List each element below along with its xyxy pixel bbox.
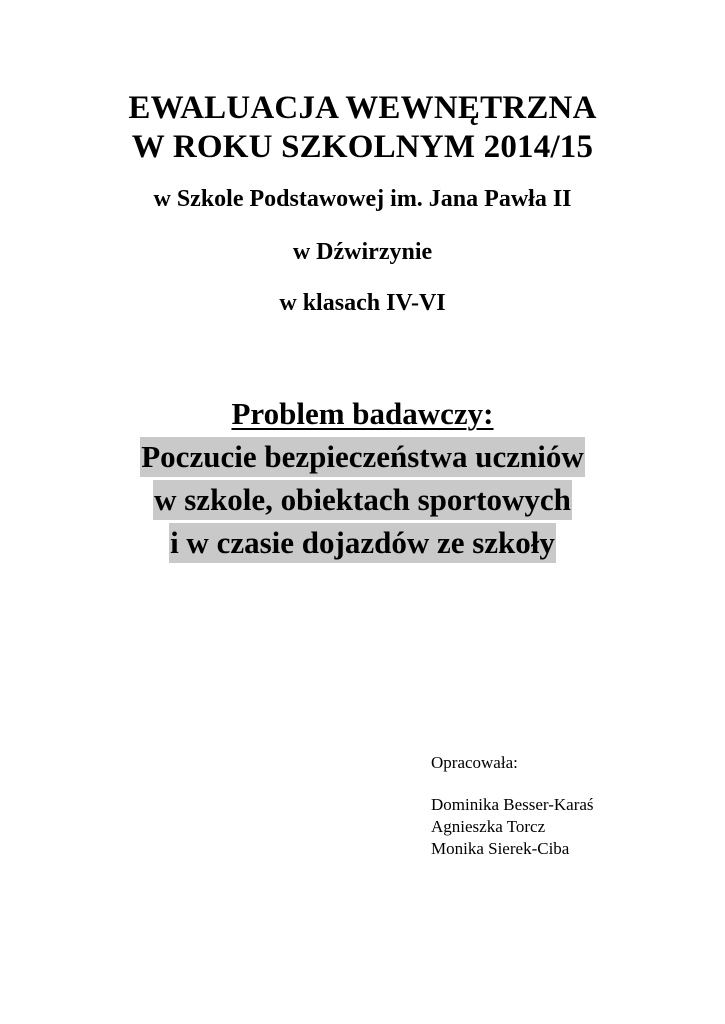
- authors-label: Opracowała:: [431, 753, 518, 772]
- problem-heading: Problem badawczy:: [231, 396, 494, 431]
- school-location: w Dźwirzynie: [292, 239, 433, 265]
- problem-line-3: [0, 523, 725, 563]
- problem-line-1-text: Poczucie bezpieczeństwa uczniów: [140, 437, 585, 477]
- school-name: w Szkole Podstawowej im. Jana Pawła II: [153, 186, 572, 212]
- title-line-1: EWALUACJA WEWNĘTRZNA: [128, 90, 597, 126]
- problem-line-1: [0, 437, 725, 477]
- problem-line-3-text: i w czasie dojazdów ze szkoły: [169, 523, 556, 563]
- author-name-1: Dominika Besser-Karaś: [431, 795, 594, 814]
- title-line-2: W ROKU SZKOLNYM 2014/15: [131, 129, 594, 165]
- class-range: w klasach IV-VI: [279, 290, 446, 316]
- problem-line-2-text: w szkole, obiektach sportowych: [153, 480, 572, 520]
- author-name-2: Agnieszka Torcz: [431, 817, 546, 836]
- problem-line-2: [0, 480, 725, 520]
- author-name-3: Monika Sierek-Ciba: [431, 839, 570, 858]
